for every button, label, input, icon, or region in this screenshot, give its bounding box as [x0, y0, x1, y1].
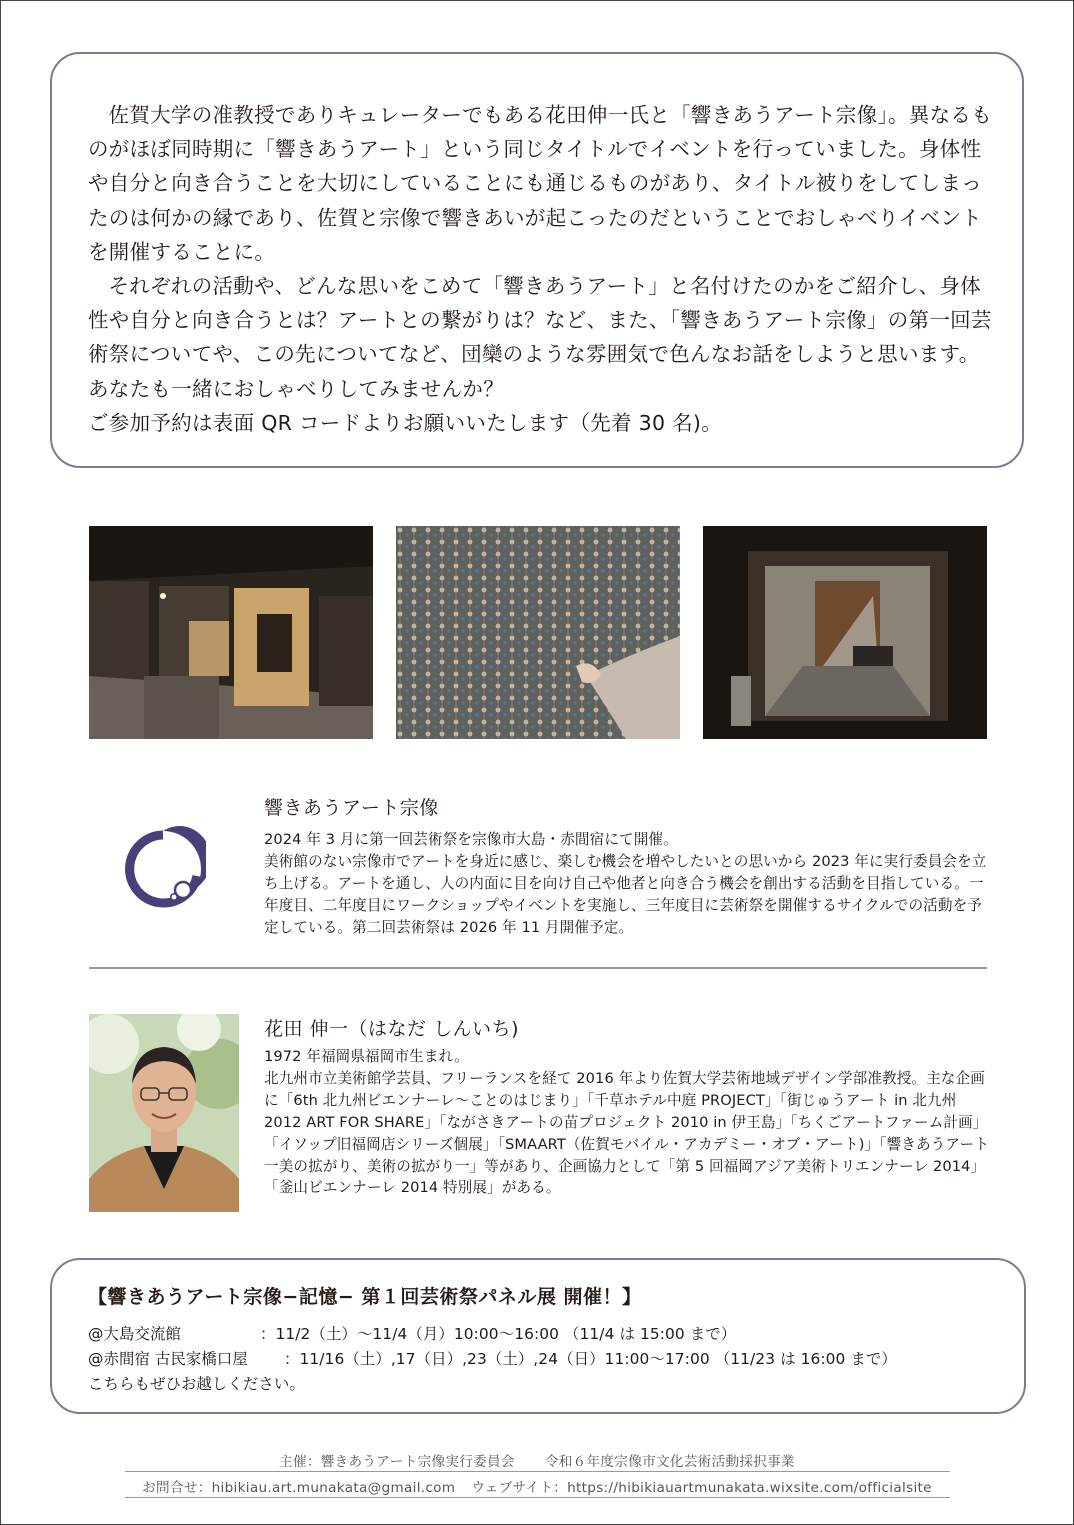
exhibition-photo-1	[89, 526, 373, 739]
event-row-akama	[88, 1347, 897, 1369]
crescent-circle-logo-icon	[120, 826, 206, 912]
event-closing: こちらもぜひお越しください。	[88, 1375, 305, 1393]
profile-description	[264, 1046, 992, 1199]
footer-organizer: 主催：響きあうアート宗像実行委員会	[279, 1454, 515, 1470]
event-row-oshima	[88, 1322, 736, 1344]
exhibition-photo-3	[703, 526, 987, 739]
profile-line-2: 北九州市立美術館学芸員、フリーランスを経て 2016 年より佐賀大学芸術地域デザイン学部准教授。主な企画に「6th 北九州ビエンナーレ〜ことのはじまり」「千草ホテル中庭 PROJECT」「街じゅうアート in 北九州 2012 ART FOR SHARE」「ながさきアートの苗プロジェクト 2010 in 伊王島」「ちくごアートファーム計画」「イソップ旧福岡店シリーズ個展」「SMAART（佐賀モバイル・アカデミー・オブ・アート)」「響きあうアート一美の拡がり、美術の拡がり一」等があり、企画協力として「第 5 回福岡アジア美術トリエンナーレ 2014」「釜山ビエンナーレ 2014 特別展」がある。	[264, 1069, 990, 1197]
footer-website[interactable]: ウェブサイト：https://hibikiauartmunakata.wixsite.com/officialsite	[471, 1480, 932, 1496]
footer-organizer-line	[0, 1450, 1074, 1470]
intro-paragraph-2: それぞれの活動や、どんな思いをこめて「響きあうアート」と名付けたのかをご紹介し、身体性や自分と向き合うとは？アートとの繋がりは？など、また、「響きあうアート宗像」の第一回芸術祭についてや、この先についてなど、団欒のような雰囲気で色んなお話をしようと思います。あなたも一緒におしゃべりしてみませんか？	[88, 274, 992, 401]
organization-line-1: 2024 年 3 月に第一回芸術祭を宗像市大島・赤間宿にて開催。	[264, 831, 678, 848]
intro-text	[88, 98, 993, 440]
footer-program: 令和６年度宗像市文化芸術活動採択事業	[544, 1454, 795, 1470]
event-dates-1: ：11/2（土）〜11/4（月）10:00〜16:00 （11/4 は 15:00 まで）	[260, 1325, 737, 1343]
footer-rule-bottom	[125, 1497, 950, 1498]
footer-contact[interactable]: お問合せ：hibikiau.art.munakata@gmail.com	[142, 1480, 456, 1496]
intro-paragraph-1: 佐賀大学の准教授でありキュレーターでもある花田伸一氏と「響きあうアート宗像」。異なるものがほぼ同時期に「響きあうアート」という同じタイトルでイベントを行っていました。身体性や自分と向き合うことを大切にしていることにも通じるものがあり、タイトル被りをしてしまったのは何かの縁であり、佐賀と宗像で響きあいが起こったのだということでおしゃべりイベントを開催することに。	[88, 103, 993, 264]
profile-portrait	[89, 1014, 239, 1212]
section-divider	[89, 967, 987, 969]
event-heading: 【響きあうアート宗像−記憶− 第１回芸術祭パネル展 開催！】	[88, 1286, 642, 1308]
event-venue-1: @大島交流館	[88, 1325, 181, 1343]
intro-paragraph-3: ご参加予約は表面 QR コードよりお願いいたします（先着 30 名)。	[88, 410, 723, 435]
exhibition-photo-2	[396, 526, 680, 739]
profile-line-1: 1972 年福岡県福岡市生まれ。	[264, 1048, 469, 1065]
organization-line-2: 美術館のない宗像市でアートを身近に感じ、楽しむ機会を増やしたいとの思いから 2023 年に実行委員会を立ち上げる。アートを通し、人の内面に目を向け自己や他者と向き合う機会を創出する活動を目指している。一年度目、二年度目にワークショップやイベントを実施し、三年度目に芸術祭を開催するサイクルでの活動を予定している。第二回芸術祭は 2026 年 11 月開催予定。	[264, 852, 987, 936]
profile-name: 花田 伸一（はなだ しんいち)	[264, 1018, 519, 1040]
footer-contact-line	[0, 1476, 1074, 1496]
event-venue-2: @赤間宿 古民家橋口屋	[88, 1350, 248, 1368]
footer-rule-top	[125, 1471, 950, 1472]
organization-name: 響きあうアート宗像	[264, 797, 439, 819]
event-dates-2: ：11/16（土）,17（日）,23（土）,24（日）11:00〜17:00 （11/23 は 16:00 まで）	[284, 1350, 897, 1368]
organization-description	[264, 829, 992, 939]
